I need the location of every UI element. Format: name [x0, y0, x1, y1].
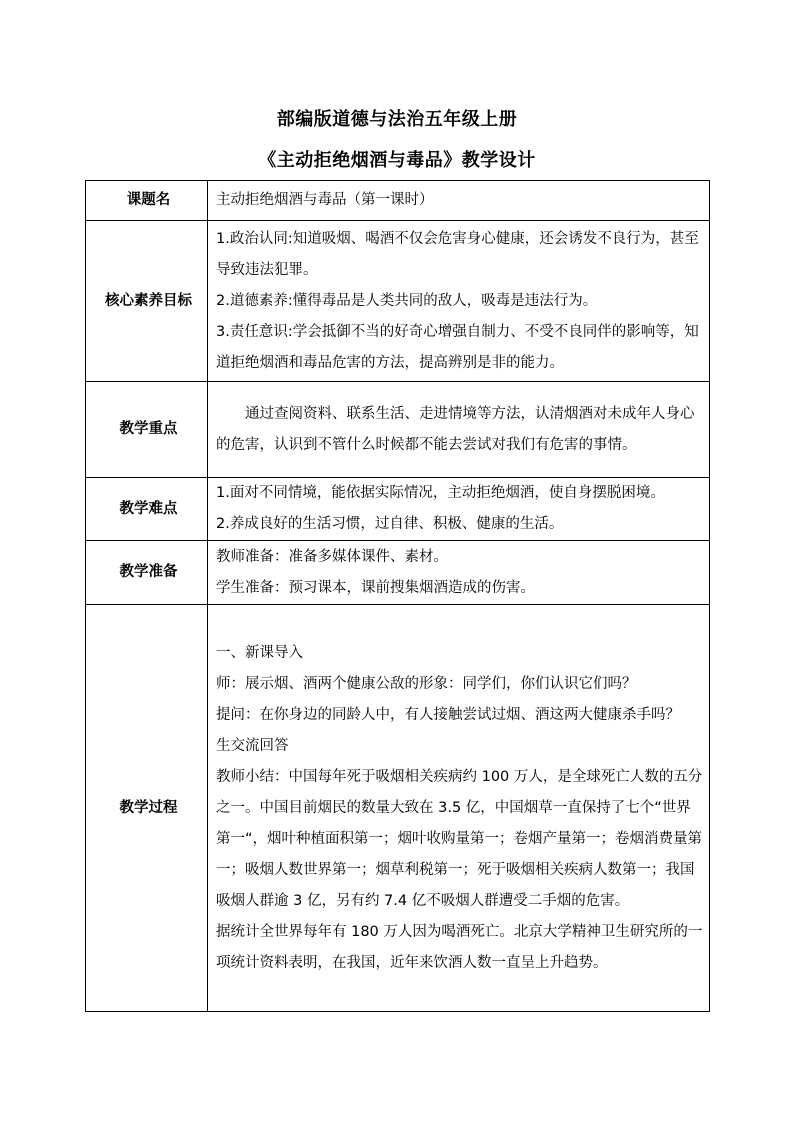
table-row — [86, 221, 710, 382]
process-paragraph: 提问：在你身边的同龄人中，有人接触尝试过烟、酒这两大健康杀手吗？ — [216, 706, 680, 723]
goals-label: 核心素养目标 — [86, 221, 208, 382]
goal-item: 2.道德素养:懂得毒品是人类共同的敌人，吸毒是违法行为。 — [216, 292, 598, 309]
difficulties-label: 教学难点 — [86, 478, 208, 541]
process-paragraph: 据统计全世界每年有 180 万人因为喝酒死亡。北京大学精神卫生研究所的一项统计资料表明，在我国，近年来饮酒人数一直呈上升趋势。 — [216, 923, 703, 971]
process-content — [208, 605, 710, 1012]
key-points-text: 通过查阅资料、联系生活、走进情境等方法，认清烟酒对未成年人身心的危害，认识到不管什么时候都不能去尝试对我们有危害的事情。 — [216, 405, 695, 453]
table-row — [86, 478, 710, 541]
difficulty-item: 2.养成良好的生活习惯，过自律、积极、健康的生活。 — [216, 516, 564, 532]
process-label: 教学过程 — [86, 605, 208, 1012]
table-row — [86, 541, 710, 605]
preparation-label: 教学准备 — [86, 541, 208, 605]
document-subtitle: 《主动拒绝烟酒与毒品》教学设计 — [258, 150, 536, 171]
difficulty-item: 1.面对不同情境，能依据实际情况，主动拒绝烟酒，使自身摆脱困境。 — [216, 485, 665, 501]
goal-item: 3.责任意识:学会抵御不当的好奇心增强自制力、不受不良同伴的影响等，知道拒绝烟酒和毒品危害的方法，提高辨别是非的能力。 — [216, 323, 699, 371]
topic-label: 课题名 — [86, 181, 208, 221]
process-paragraph: 师：展示烟、酒两个健康公敌的形象：同学们，你们认识它们吗？ — [216, 675, 637, 692]
key-points-label: 教学重点 — [86, 382, 208, 478]
process-paragraph: 生交流回答 — [216, 737, 289, 754]
preparation-item: 教师准备：准备多媒体课件、素材。 — [216, 548, 448, 565]
lesson-plan-table — [85, 180, 710, 1012]
preparation-content — [208, 541, 710, 605]
table-row — [86, 382, 710, 478]
table-row — [86, 181, 710, 221]
difficulties-content — [208, 478, 710, 541]
document-title: 部编版道德与法治五年级上册 — [276, 109, 518, 130]
table-row — [86, 605, 710, 1012]
process-paragraph: 一、新课导入 — [216, 644, 303, 661]
goals-content — [208, 221, 710, 382]
preparation-item: 学生准备：预习课本，课前搜集烟酒造成的伤害。 — [216, 579, 535, 596]
topic-content: 主动拒绝烟酒与毒品（第一课时） — [208, 181, 710, 221]
key-points-content — [208, 382, 710, 478]
process-paragraph: 教师小结：中国每年死于吸烟相关疾病约 100 万人，是全球死亡人数的五分之一。中国目前烟民的数量大致在 3.5 亿，中国烟草一直保持了七个“世界第一“，烟叶种植面积第一；烟叶收购量第一；卷烟产量第一；卷烟消费量第一；吸烟人数世界第一；烟草利税第一；死于吸烟相关疾病人数第一；我国吸烟人群逾 3 亿，另有约 7.4 亿不吸烟人群遭受二手烟的危害。 — [216, 768, 703, 909]
goal-item: 1.政治认同:知道吸烟、喝酒不仅会危害身心健康，还会诱发不良行为，甚至导致违法犯罪。 — [216, 230, 699, 278]
